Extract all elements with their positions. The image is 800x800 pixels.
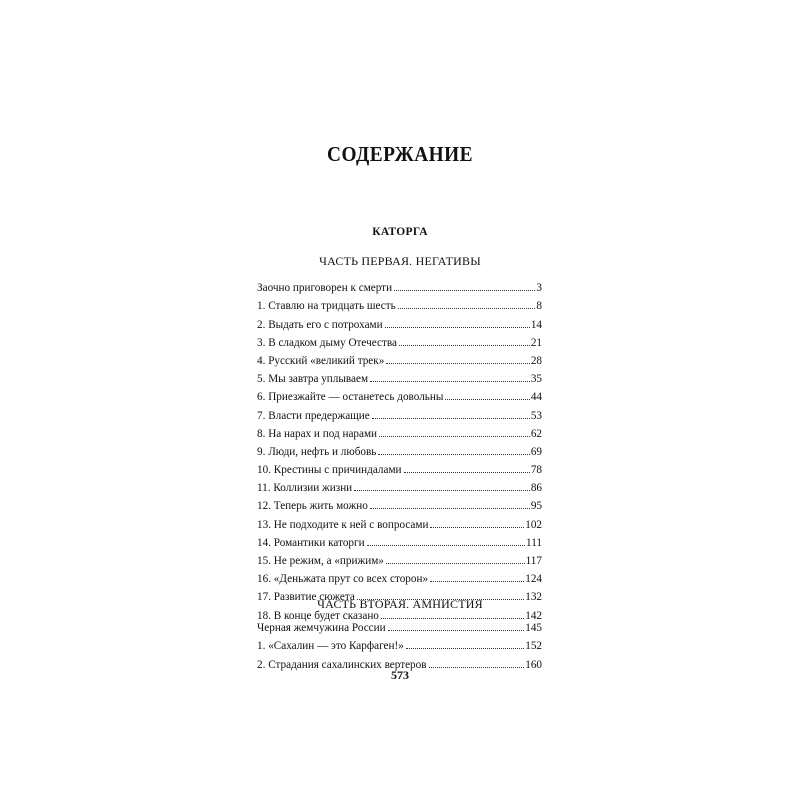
toc-entry-title: 9. Люди, нефть и любовь	[257, 445, 377, 458]
toc-entry	[257, 386, 542, 404]
toc-entry-page: 132	[525, 591, 542, 604]
toc-entry	[257, 295, 542, 313]
toc-entry-title: 8. На нарах и под нарами	[257, 427, 378, 440]
toc-entry	[257, 568, 542, 586]
toc-entry	[257, 441, 542, 459]
toc-entry	[257, 617, 542, 635]
toc-entry-title: 13. Не подходите к ней с вопросами	[257, 518, 429, 531]
toc-entry	[257, 635, 542, 653]
toc-dot-leader	[370, 508, 530, 509]
toc-entry-title: 1. «Сахалин — это Карфаген!»	[257, 640, 404, 653]
toc-entry	[257, 313, 542, 331]
toc-entry-page: 44	[530, 391, 542, 404]
toc-dot-leader	[354, 490, 530, 491]
toc-entry	[257, 532, 542, 550]
toc-entry-title: 2. Выдать его с потрохами	[257, 318, 383, 331]
toc-entry-title: 14. Романтики каторги	[257, 536, 365, 549]
toc-entry-title: 15. Не режим, а «прижим»	[257, 555, 384, 567]
toc-entry	[257, 423, 542, 441]
toc-entry-title: 6. Приезжайте — останетесь довольны	[257, 391, 444, 404]
toc-entry-page: 86	[530, 482, 542, 495]
toc-dot-leader	[404, 472, 530, 473]
part-heading: ЧАСТЬ ВТОРАЯ. АМНИСТИЯ	[317, 597, 483, 611]
page-number: 573	[391, 668, 409, 682]
toc-dot-leader	[378, 454, 529, 455]
page-title: СОДЕРЖАНИЕ	[327, 142, 473, 166]
part-heading: ЧАСТЬ ПЕРВАЯ. НЕГАТИВЫ	[319, 254, 481, 268]
toc-entry	[257, 277, 542, 295]
toc-entry-page: 78	[530, 464, 542, 477]
toc-entry-page: 53	[530, 409, 542, 422]
toc-entry-title: 3. В сладком дыму Отечества	[257, 336, 397, 349]
toc-entry-page: 142	[525, 609, 542, 622]
toc-dot-leader	[398, 308, 536, 309]
toc-entry-title: 2. Страдания сахалинских вертеров	[257, 658, 427, 671]
toc-dot-leader	[430, 527, 524, 528]
toc-entry-title: 5. Мы завтра уплываем	[257, 373, 369, 386]
toc-entry-page: 95	[530, 500, 542, 513]
toc-entry-page: 21	[530, 336, 542, 349]
toc-dot-leader	[399, 345, 530, 346]
toc-entry-page: 160	[525, 658, 542, 671]
toc-dot-leader	[379, 436, 530, 437]
toc-list	[257, 617, 542, 672]
toc-dot-leader	[394, 290, 535, 291]
toc-entry-title: 1. Ставлю на тридцать шесть	[257, 300, 396, 313]
toc-entry-title: 10. Крестины с причиндалами	[257, 464, 402, 477]
toc-entry-title: 17. Развитие сюжета	[257, 591, 355, 604]
toc-dot-leader	[386, 363, 530, 364]
toc-entry	[257, 550, 542, 568]
toc-entry-title: Черная жемчужина России	[257, 622, 386, 635]
toc-dot-leader	[386, 563, 525, 564]
toc-entry-page: 3	[536, 282, 542, 295]
toc-dot-leader	[430, 581, 524, 582]
toc-dot-leader	[385, 327, 530, 328]
toc-entry-page: 14	[530, 318, 542, 331]
toc-dot-leader	[406, 648, 524, 649]
toc-dot-leader	[367, 545, 525, 546]
toc-entry-page: 35	[530, 373, 542, 386]
toc-entry-title: Заочно приговорен к смерти	[257, 282, 393, 295]
toc-entry-title: 12. Теперь жить можно	[257, 500, 368, 513]
toc-entry	[257, 332, 542, 350]
toc-entry-page: 111	[526, 536, 542, 549]
toc-entry	[257, 477, 542, 495]
toc-entry-page: 8	[536, 300, 542, 313]
toc-entry-title: 16. «Деньжата прут со всех сторон»	[257, 573, 429, 586]
toc-entry	[257, 404, 542, 422]
toc-entry-title: 7. Власти предержащие	[257, 409, 370, 422]
toc-entry-page: 117	[525, 555, 542, 567]
toc-entry	[257, 495, 542, 513]
toc-dot-leader	[372, 418, 530, 419]
toc-entry-page: 152	[525, 640, 542, 653]
toc-entry-title: 18. В конце будет сказано	[257, 609, 379, 622]
toc-entry	[257, 513, 542, 531]
toc-entry-title: 11. Коллизии жизни	[257, 482, 353, 495]
toc-entry-page: 62	[530, 427, 542, 440]
toc-entry-page: 124	[525, 573, 542, 586]
toc-entry-title: 4. Русский «великий трек»	[257, 354, 385, 367]
toc-entry	[257, 368, 542, 386]
book-title: КАТОРГА	[372, 226, 428, 238]
toc-entry-page: 145	[525, 622, 542, 635]
toc-entry-page: 69	[530, 445, 542, 458]
toc-dot-leader	[388, 630, 525, 631]
toc-entry	[257, 350, 542, 368]
toc-entry	[257, 459, 542, 477]
toc-entry-page: 28	[530, 354, 542, 367]
toc-dot-leader	[445, 399, 529, 400]
toc-dot-leader	[370, 381, 530, 382]
toc-entry-page: 102	[525, 518, 542, 531]
toc-list	[257, 277, 542, 623]
